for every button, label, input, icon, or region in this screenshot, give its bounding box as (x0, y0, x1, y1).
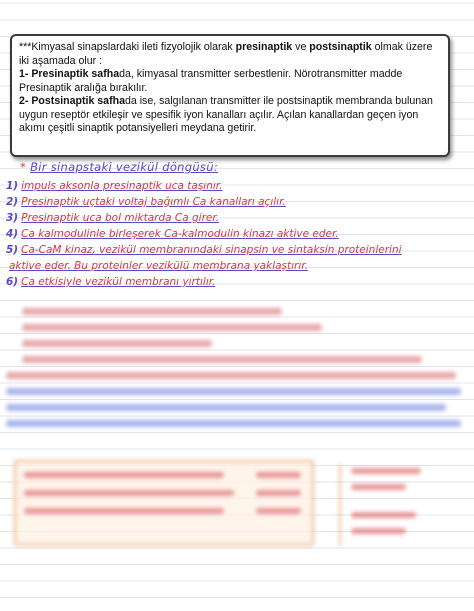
blurred-line (256, 508, 301, 514)
blurred-line (24, 490, 234, 496)
step-1: 1) impuls aksonla presinaptik uca taşınır. (6, 180, 223, 192)
info-intro: ***Kimyasal sinapslardaki ileti fizyolojik olarak presinaptik ve postsinaptik olmak üzere iki aşamada olur : (19, 41, 433, 67)
step-4: 4) Ca kalmodulinle birleşerek Ca-kalmodulin kinazı aktive eder. (6, 228, 339, 240)
step-5-cont: aktive eder. Bu proteinler vezikülü membrana yaklaştırır. (9, 260, 308, 272)
notes-title: * Bir sinapstaki vezikül döngüsü: (20, 160, 218, 174)
blurred-line (256, 472, 301, 478)
step-2: 2) Presinaptik uçtaki voltaj bağımlı Ca kanalları açılır. (6, 196, 286, 208)
blurred-line (351, 484, 406, 490)
blurred-content (6, 300, 470, 436)
info-box (10, 34, 450, 157)
blurred-line (351, 512, 416, 518)
info-presynaptic: 1- Presinaptik safhada, kimyasal transmitter serbestlenir. Nörotransmitter madde Presinaptik aralığa bırakılır. (19, 68, 403, 94)
blurred-line (351, 528, 406, 534)
blurred-line (22, 324, 322, 331)
blurred-line (351, 468, 421, 474)
blurred-line (6, 420, 461, 427)
step-6: 6) Ca etkisiyle vezikül membranı yırtılır. (6, 276, 216, 288)
blurred-summary-box (14, 460, 454, 550)
summary-frame (14, 460, 314, 546)
summary-side-note (339, 464, 436, 546)
blurred-line (22, 308, 282, 315)
blurred-line (22, 340, 212, 347)
blurred-line (24, 472, 224, 478)
blurred-line (6, 404, 446, 411)
blurred-line (24, 508, 224, 514)
step-5: 5) Ca-CaM kinaz, vezikül membranındaki sinapsin ve sintaksin proteinlerini (6, 244, 402, 256)
info-postsynaptic: 2- Postsinaptik safhada ise, salgılanan transmitter ile postsinaptik membranda bulunan uygun reseptör etkileşir ve spesifik iyon kanalları açılır. Açılan kanallardan geçen iyon akımı çeşitli sinaptik potansiyelleri meydana getirir. (19, 95, 433, 134)
handwritten-notes (6, 160, 470, 290)
blurred-line (256, 490, 301, 496)
blurred-line (22, 356, 422, 363)
blurred-line (6, 388, 461, 395)
step-3: 3) Presinaptik uca bol miktarda Ca girer. (6, 212, 220, 224)
blurred-line (6, 372, 456, 379)
